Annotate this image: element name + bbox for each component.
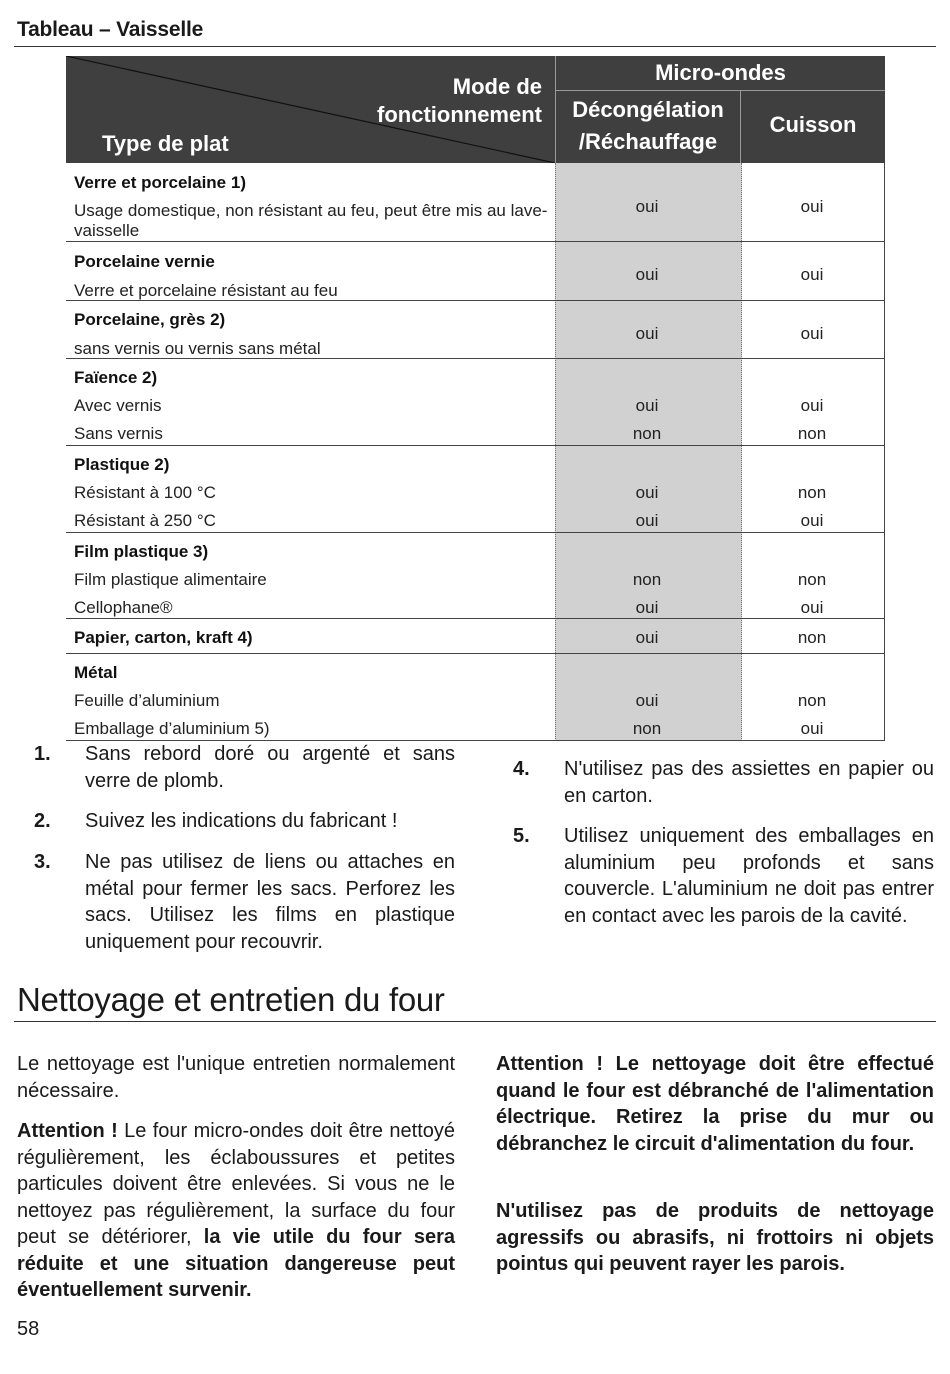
row-label: Film plastique alimentaire xyxy=(74,570,267,589)
value-cook: oui xyxy=(800,396,824,415)
value-defrost: oui xyxy=(635,324,659,343)
footnote-number: 3. xyxy=(34,851,51,873)
section-title: Tableau – Vaisselle xyxy=(17,18,204,41)
value-cook: oui xyxy=(800,197,824,216)
value-cook: oui xyxy=(800,324,824,343)
footnote xyxy=(34,808,455,838)
value-cook: non xyxy=(797,691,827,710)
footnote-number: 2. xyxy=(34,810,51,832)
value-cook: oui xyxy=(800,511,824,530)
page-number: 58 xyxy=(17,1318,40,1340)
footnote xyxy=(513,823,934,963)
footnote-text: Sans rebord doré ou argenté et sans verre de plomb. xyxy=(85,743,455,792)
value-defrost: oui xyxy=(635,598,659,617)
row-label: Usage domestique, non résistant au feu, peut être mis au lave-vaisselle xyxy=(74,201,548,240)
group-title: Métal xyxy=(74,663,118,682)
group-title: Faïence 2) xyxy=(74,368,158,387)
value-cook: oui xyxy=(800,598,824,617)
cleaning-paragraph: Le nettoyage est l'unique entretien normalement nécessaire. xyxy=(17,1053,455,1102)
header-col2: Cuisson xyxy=(769,112,857,137)
footnote-text: Suivez les indications du fabricant ! xyxy=(85,810,398,832)
group-title: Plastique 2) xyxy=(74,455,170,474)
abrasive-warning: N'utilisez pas de produits de nettoyage agressifs ou abrasifs, ni frottoirs ni objets pointus qui peuvent rayer les parois. xyxy=(496,1200,934,1275)
value-cook: non xyxy=(797,424,827,443)
heading-rule xyxy=(14,1021,936,1022)
value-cook: non xyxy=(797,570,827,589)
value-cook: oui xyxy=(800,719,824,738)
footnote-number: 4. xyxy=(513,758,530,780)
row-label: Résistant à 100 °C xyxy=(74,483,216,502)
value-defrost: non xyxy=(632,719,662,738)
value-cook: non xyxy=(797,628,827,647)
header-type: Type de plat xyxy=(102,131,229,156)
table-header xyxy=(66,56,885,163)
row-label: Résistant à 250 °C xyxy=(74,511,216,530)
row-label: sans vernis ou vernis sans métal xyxy=(74,339,321,358)
paragraph-text: Le four micro-ondes doit être nettoyé régulièrement, les éclaboussures et petites particules doivent être enlevées. Si vous ne le nettoyez pas régulièrement, la surface du four peut se détériorer, xyxy=(17,1120,455,1248)
value-cook: non xyxy=(797,483,827,502)
dish-table xyxy=(66,56,885,741)
group-title: Film plastique 3) xyxy=(74,542,209,561)
value-defrost: non xyxy=(632,570,662,589)
value-defrost: oui xyxy=(635,483,659,502)
footnote-number: 1. xyxy=(34,743,51,765)
row-label: Avec vernis xyxy=(74,396,162,415)
value-defrost: oui xyxy=(635,396,659,415)
footnote-text: N'utilisez pas des assiettes en papier ou en carton. xyxy=(564,758,934,807)
attention-lead: Attention ! xyxy=(17,1120,118,1142)
cleaning-warning-paragraph xyxy=(17,1118,455,1304)
value-defrost: oui xyxy=(635,628,659,647)
group-title: Porcelaine vernie xyxy=(74,252,215,271)
footnote xyxy=(34,849,455,959)
header-group: Micro-ondes xyxy=(655,60,786,85)
title-rule xyxy=(14,46,936,47)
group-title: Porcelaine, grès 2) xyxy=(74,310,226,329)
row-label: Sans vernis xyxy=(74,424,163,443)
header-col1: Décongélation /Réchauffage xyxy=(572,97,724,154)
footnote-number: 5. xyxy=(513,825,530,847)
value-defrost: oui xyxy=(635,691,659,710)
unplug-warning: Attention ! Le nettoyage doit être effectué quand le four est débranché de l'alimentation électrique. Retirez la prise du mur ou débranchez le circuit d'alimentation du four. xyxy=(496,1053,934,1155)
footnote-text: Utilisez uniquement des emballages en aluminium peu profonds et sans couvercle. L'aluminium ne doit pas entrer en contact avec les parois de la cavité. xyxy=(564,825,934,927)
shaded-column xyxy=(555,163,742,741)
value-defrost: oui xyxy=(635,265,659,284)
group-title: Verre et porcelaine 1) xyxy=(74,173,246,192)
value-defrost: oui xyxy=(635,511,659,530)
header-mode: Mode de fonctionnement xyxy=(377,74,542,127)
row-label: Cellophane® xyxy=(74,598,173,617)
footnote xyxy=(513,756,934,816)
group-title: Papier, carton, kraft 4) xyxy=(74,628,253,647)
footnote xyxy=(34,741,455,801)
row-label: Verre et porcelaine résistant au feu xyxy=(74,281,338,300)
cleaning-heading: Nettoyage et entretien du four xyxy=(17,981,445,1018)
footnote-text: Ne pas utilisez de liens ou attaches en métal pour fermer les sacs. Perforez les sacs. Utilisez les films en plastique uniquement pour recouvrir. xyxy=(85,851,455,953)
paragraph-bold-tail: la vie utile du four sera réduite et une situation dangereuse peut éventuellement survenir. xyxy=(17,1226,455,1301)
value-defrost: non xyxy=(632,424,662,443)
value-cook: oui xyxy=(800,265,824,284)
row-label: Feuille d’aluminium xyxy=(74,691,220,710)
row-label: Emballage d’aluminium 5) xyxy=(74,719,270,738)
value-defrost: oui xyxy=(635,197,659,216)
